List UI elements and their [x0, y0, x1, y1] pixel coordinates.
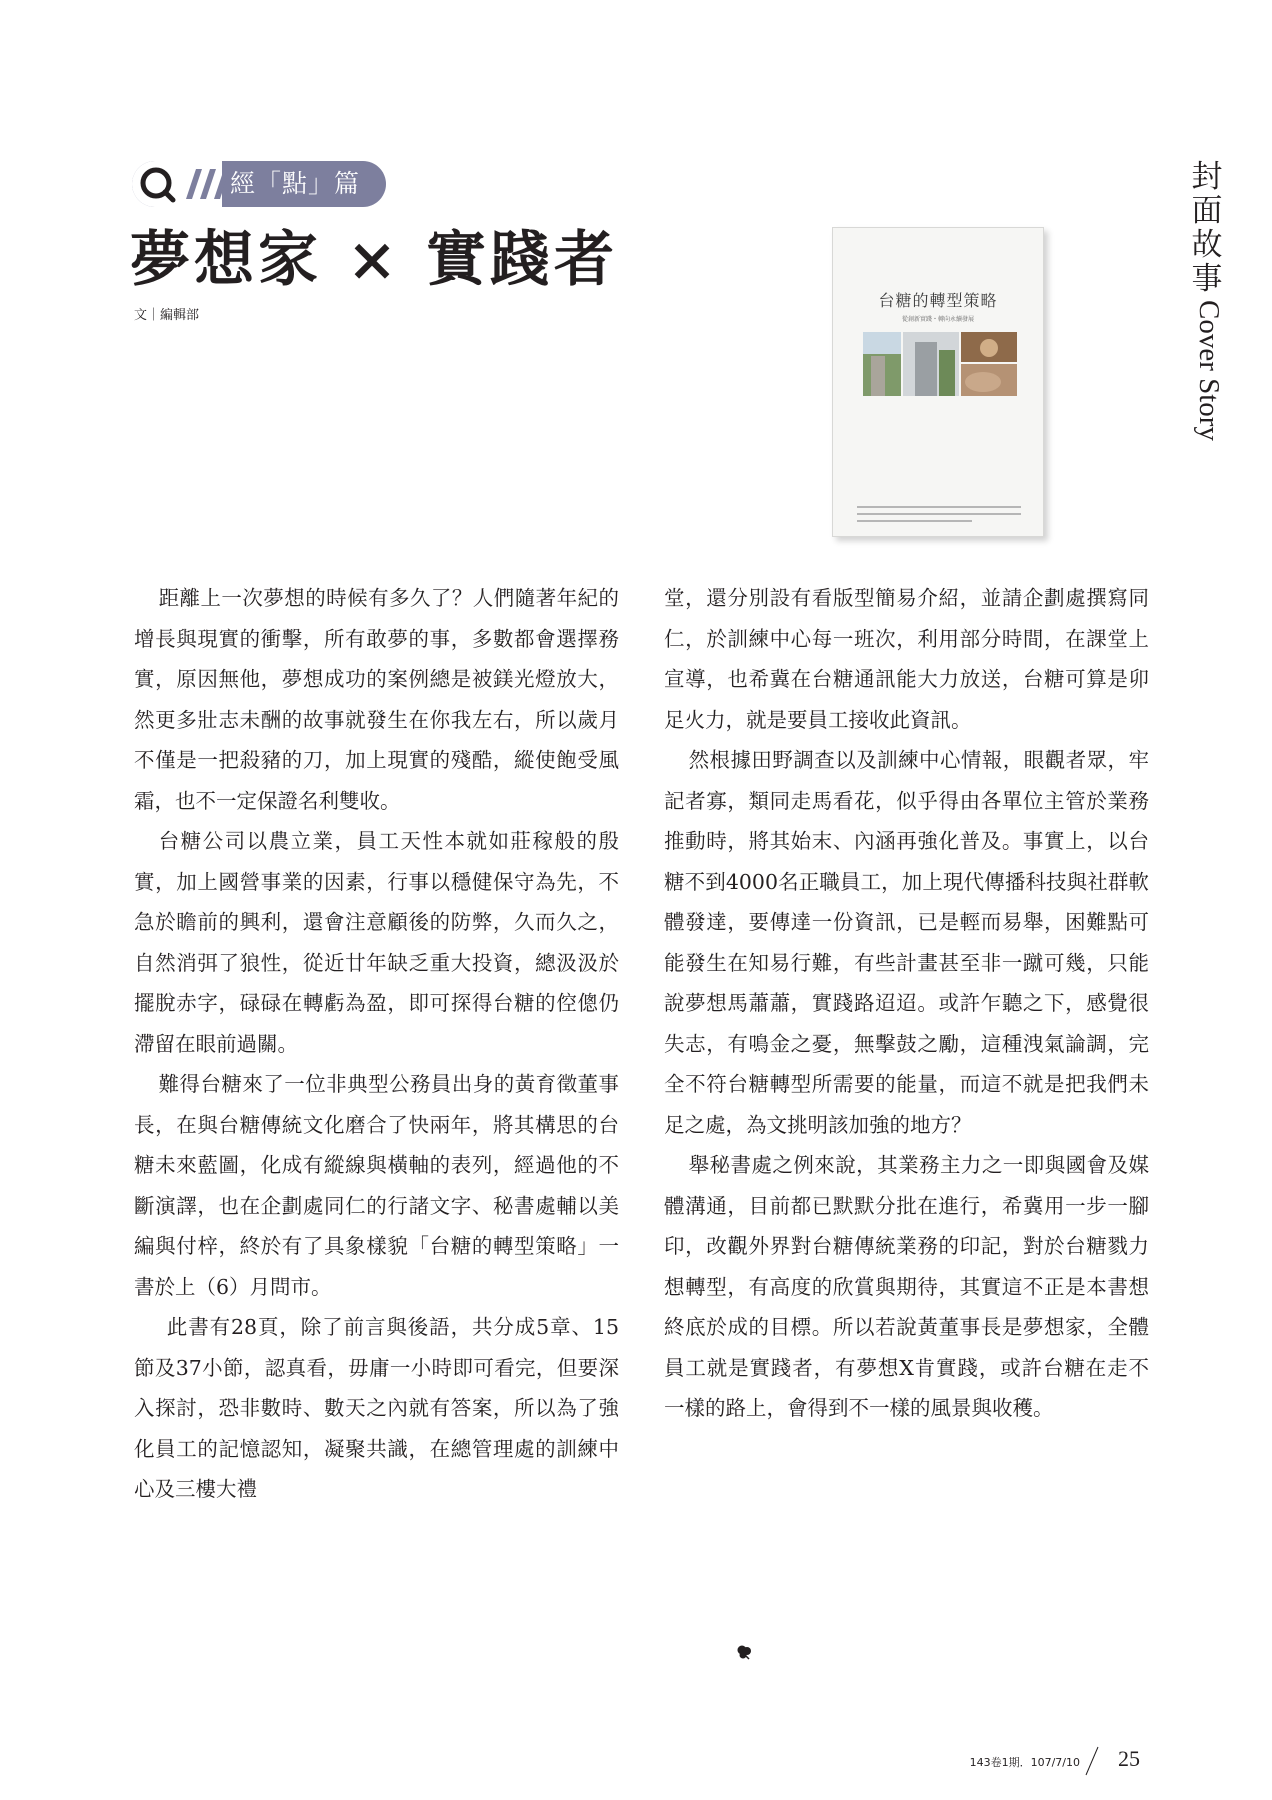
body-column-left	[134, 578, 619, 1510]
side-label-char: 故	[1191, 227, 1223, 263]
book-subtitle: 從創新實踐・轉向永續發展	[901, 316, 974, 323]
page-footer	[960, 1740, 1140, 1780]
section-side-label	[1190, 160, 1230, 440]
paragraph: 台糖公司以農立業，員工天性本就如莊稼般的殷實，加上國營事業的因素，行事以穩健保守為先，不急於瞻前的興利，還會注意顧後的防弊，久而久之，自然消弭了狼性，從近廿年缺乏重大投資，總汲汲於擺脫赤字，碌碌在轉虧為盈，即可探得台糖的倥傯仍滯留在眼前過關。	[134, 829, 619, 1056]
side-label-english: Cover Story	[1193, 300, 1225, 441]
book-back-text	[857, 506, 1021, 527]
section-badge	[132, 161, 386, 207]
page-number: 25	[1118, 1746, 1140, 1771]
paragraph: 然根據田野調查以及訓練中心情報，眼觀者眾，牢記者寡，類同走馬看花，似乎得由各單位主管於業務推動時，將其始末、內涵再強化普及。事實上，以台糖不到4000名正職員工，加上現代傳播科技與社群軟體發達，要傳達一份資訊，已是輕而易舉，困難點可能發生在知易行難，有些計畫甚至非一蹴可幾，只能說夢想馬蕭蕭，實踐路迢迢。或許乍聽之下，感覺很失志，有鳴金之憂，無擊鼓之勵，這種洩氣論調，完全不符台糖轉型所需要的能量，而這不就是把我們未足之處，為文挑明該加強的地方？	[664, 748, 1149, 1137]
section-label: 經「點」篇	[230, 169, 361, 198]
paragraph: 距離上一次夢想的時候有多久了？人們隨著年紀的增長與現實的衝擊，所有敢夢的事，多數都會選擇務實，原因無他，夢想成功的案例總是被鎂光燈放大，然更多壯志未酬的故事就發生在你我左右，所以歲月不僅是一把殺豬的刀，加上現實的殘酷，縱使飽受風霜，也不一定保證名利雙收。	[134, 586, 619, 813]
paragraph: 舉秘書處之例來說，其業務主力之一即與國會及媒體溝通，目前都已默默分批在進行，希冀用一步一腳印，改觀外界對台糖傳統業務的印記，對於台糖戮力想轉型，有高度的欣賞與期待，其實這不正是本書想終底於成的目標。所以若說黃董事長是夢想家，全體員工就是實踐者，有夢想X肯實踐，或許台糖在走不一樣的路上，會得到不一樣的風景與收穫。	[664, 1153, 1149, 1420]
issue-info: 143卷1期．107/7/10	[969, 1756, 1080, 1769]
paragraph: 堂，還分別設有看版型簡易介紹，並請企劃處撰寫同仁，於訓練中心每一班次，利用部分時間，在課堂上宣導，也希冀在台糖通訊能大力放送，台糖可算是卯足火力，就是要員工接收此資訊。	[664, 586, 1149, 732]
side-label-char: 事	[1191, 261, 1223, 297]
end-of-article-icon	[736, 1644, 752, 1660]
book-title: 台糖的轉型策略	[878, 291, 998, 310]
side-label-char: 面	[1191, 193, 1223, 229]
paragraph: 此書有28頁，除了前言與後語，共分成5章、15節及37小節，認真看，毋庸一小時即可看完，但要深入探討，恐非數時、數天之內就有答案，所以為了強化員工的記憶認知，凝聚共識，在總管理處的訓練中心及三樓大禮	[134, 1315, 619, 1501]
divider	[1084, 1746, 1100, 1776]
paragraph: 難得台糖來了一位非典型公務員出身的黃育徵董事長，在與台糖傳統文化磨合了快兩年，將其構思的台糖未來藍圖，化成有縱線與橫軸的表列，經過他的不斷演譯，也在企劃處同仁的行諸文字、秘書處輔以美編與付梓，終於有了具象樣貌「台糖的轉型策略」一書於上（6）月問市。	[134, 1072, 619, 1299]
book-cover-photos	[863, 332, 1017, 396]
body-column-right	[664, 578, 1149, 1429]
article-title: 夢想家 × 實踐者	[130, 225, 619, 295]
book-cover-image	[832, 227, 1044, 537]
byline: 文｜編輯部	[134, 308, 200, 323]
side-label-char: 封	[1191, 159, 1223, 195]
